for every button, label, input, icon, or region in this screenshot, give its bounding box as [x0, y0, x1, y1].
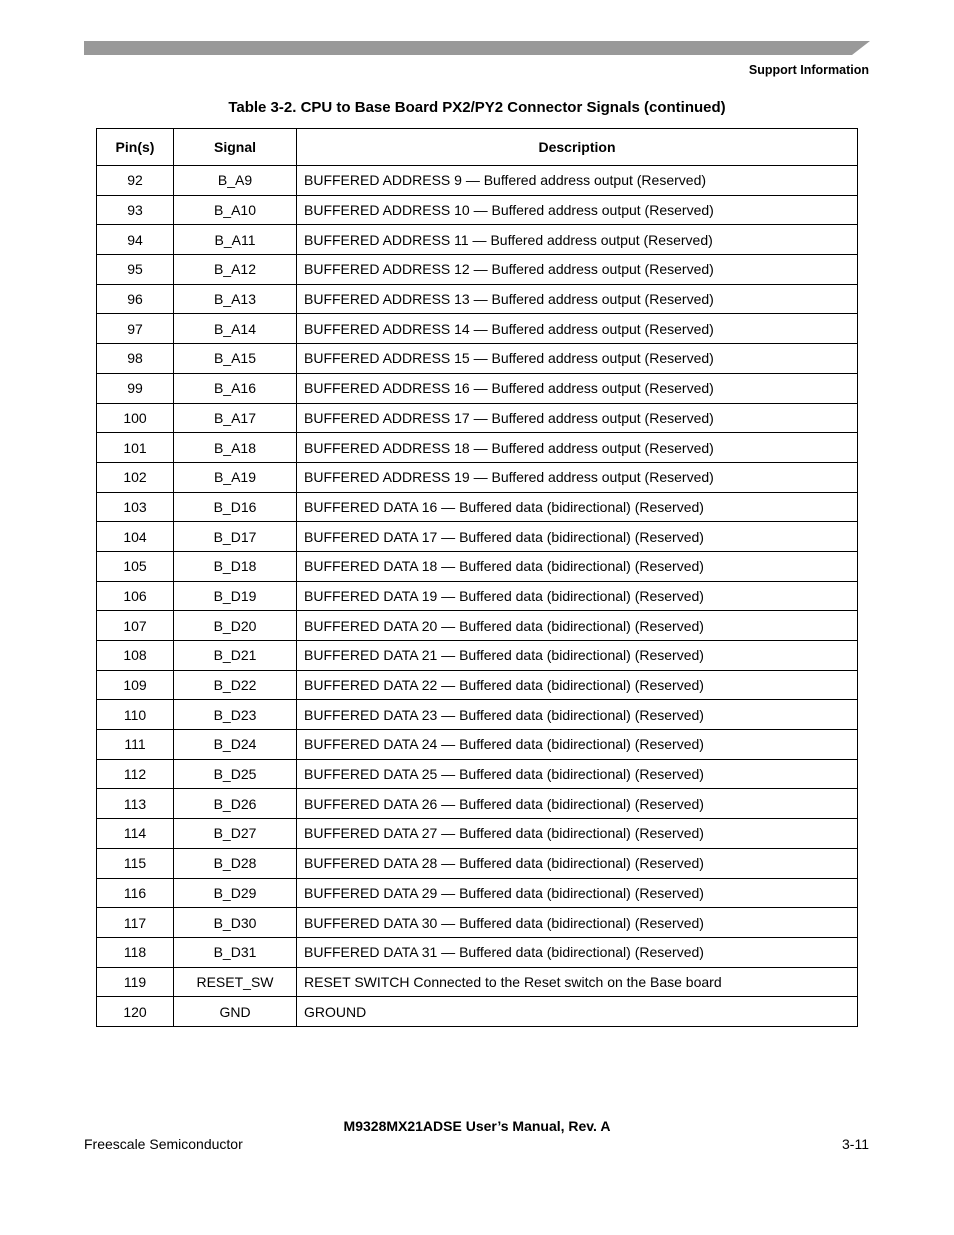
table-row: [97, 937, 858, 967]
table-row: [97, 611, 858, 641]
cell-description: BUFFERED ADDRESS 18 — Buffered address output (Reserved): [297, 433, 858, 463]
table-row: [97, 195, 858, 225]
cell-pin: 107: [97, 611, 174, 641]
signals-table: [96, 128, 858, 1027]
cell-signal: B_A17: [174, 403, 297, 433]
table-row: [97, 759, 858, 789]
cell-description: BUFFERED ADDRESS 17 — Buffered address output (Reserved): [297, 403, 858, 433]
cell-signal: B_A9: [174, 166, 297, 196]
cell-description: BUFFERED DATA 17 — Buffered data (bidirectional) (Reserved): [297, 522, 858, 552]
cell-signal: B_A19: [174, 462, 297, 492]
cell-pin: 93: [97, 195, 174, 225]
cell-signal: B_A13: [174, 284, 297, 314]
cell-signal: B_A16: [174, 373, 297, 403]
cell-pin: 105: [97, 551, 174, 581]
cell-description: BUFFERED DATA 26 — Buffered data (bidirectional) (Reserved): [297, 789, 858, 819]
cell-pin: 117: [97, 908, 174, 938]
cell-pin: 101: [97, 433, 174, 463]
cell-description: BUFFERED DATA 19 — Buffered data (bidirectional) (Reserved): [297, 581, 858, 611]
cell-pin: 113: [97, 789, 174, 819]
header-bar: [84, 41, 870, 55]
column-header-pin: Pin(s): [97, 129, 174, 166]
table-row: [97, 433, 858, 463]
cell-description: BUFFERED DATA 27 — Buffered data (bidirectional) (Reserved): [297, 819, 858, 849]
cell-signal: B_D29: [174, 878, 297, 908]
cell-pin: 115: [97, 848, 174, 878]
cell-signal: B_D16: [174, 492, 297, 522]
table-row: [97, 997, 858, 1027]
cell-pin: 104: [97, 522, 174, 552]
column-header-signal: Signal: [174, 129, 297, 166]
table-row: [97, 789, 858, 819]
table-row: [97, 314, 858, 344]
cell-pin: 108: [97, 641, 174, 671]
table-row: [97, 492, 858, 522]
cell-pin: 94: [97, 225, 174, 255]
cell-signal: B_A18: [174, 433, 297, 463]
cell-description: BUFFERED ADDRESS 12 — Buffered address output (Reserved): [297, 255, 858, 285]
cell-signal: B_D21: [174, 641, 297, 671]
cell-signal: B_A12: [174, 255, 297, 285]
table-row: [97, 908, 858, 938]
cell-signal: B_A14: [174, 314, 297, 344]
cell-description: BUFFERED ADDRESS 9 — Buffered address output (Reserved): [297, 166, 858, 196]
table-row: [97, 819, 858, 849]
table-body: [97, 166, 858, 1027]
cell-signal: B_D23: [174, 700, 297, 730]
cell-signal: B_D27: [174, 819, 297, 849]
cell-description: RESET SWITCH Connected to the Reset switch on the Base board: [297, 967, 858, 997]
page-number: 3-11: [842, 1136, 869, 1152]
footer-manual-title: M9328MX21ADSE User’s Manual, Rev. A: [343, 1118, 611, 1134]
cell-pin: 96: [97, 284, 174, 314]
cell-pin: 119: [97, 967, 174, 997]
cell-signal: B_A15: [174, 344, 297, 374]
cell-signal: B_D26: [174, 789, 297, 819]
table-row: [97, 848, 858, 878]
table-title: Table 3-2. CPU to Base Board PX2/PY2 Connector Signals (continued): [228, 99, 726, 116]
cell-description: BUFFERED DATA 28 — Buffered data (bidirectional) (Reserved): [297, 848, 858, 878]
table-row: [97, 403, 858, 433]
table-row: [97, 700, 858, 730]
footer-company: Freescale Semiconductor: [84, 1136, 243, 1152]
cell-pin: 112: [97, 759, 174, 789]
cell-description: BUFFERED ADDRESS 14 — Buffered address output (Reserved): [297, 314, 858, 344]
cell-description: BUFFERED DATA 25 — Buffered data (bidirectional) (Reserved): [297, 759, 858, 789]
cell-signal: B_D28: [174, 848, 297, 878]
cell-pin: 109: [97, 670, 174, 700]
section-label: Support Information: [748, 63, 869, 77]
cell-pin: 114: [97, 819, 174, 849]
table-row: [97, 967, 858, 997]
table-row: [97, 641, 858, 671]
cell-pin: 99: [97, 373, 174, 403]
cell-description: BUFFERED DATA 29 — Buffered data (bidirectional) (Reserved): [297, 878, 858, 908]
cell-signal: B_D24: [174, 730, 297, 760]
cell-pin: 106: [97, 581, 174, 611]
cell-description: BUFFERED DATA 22 — Buffered data (bidirectional) (Reserved): [297, 670, 858, 700]
table-row: [97, 462, 858, 492]
cell-pin: 111: [97, 730, 174, 760]
table-row: [97, 581, 858, 611]
table-row: [97, 255, 858, 285]
cell-pin: 92: [97, 166, 174, 196]
table-row: [97, 166, 858, 196]
cell-description: BUFFERED ADDRESS 13 — Buffered address output (Reserved): [297, 284, 858, 314]
cell-signal: B_D25: [174, 759, 297, 789]
column-header-description: Description: [297, 129, 858, 166]
table-row: [97, 730, 858, 760]
cell-description: BUFFERED DATA 18 — Buffered data (bidirectional) (Reserved): [297, 551, 858, 581]
cell-signal: GND: [174, 997, 297, 1027]
cell-signal: B_D19: [174, 581, 297, 611]
cell-description: BUFFERED ADDRESS 16 — Buffered address output (Reserved): [297, 373, 858, 403]
cell-signal: B_D22: [174, 670, 297, 700]
cell-pin: 102: [97, 462, 174, 492]
cell-pin: 103: [97, 492, 174, 522]
cell-pin: 110: [97, 700, 174, 730]
cell-signal: B_D30: [174, 908, 297, 938]
cell-description: BUFFERED DATA 23 — Buffered data (bidirectional) (Reserved): [297, 700, 858, 730]
cell-pin: 98: [97, 344, 174, 374]
cell-description: BUFFERED ADDRESS 10 — Buffered address output (Reserved): [297, 195, 858, 225]
cell-description: BUFFERED ADDRESS 15 — Buffered address output (Reserved): [297, 344, 858, 374]
table-row: [97, 670, 858, 700]
cell-description: BUFFERED ADDRESS 19 — Buffered address output (Reserved): [297, 462, 858, 492]
cell-description: BUFFERED DATA 20 — Buffered data (bidirectional) (Reserved): [297, 611, 858, 641]
cell-signal: B_A11: [174, 225, 297, 255]
cell-description: BUFFERED DATA 16 — Buffered data (bidirectional) (Reserved): [297, 492, 858, 522]
cell-pin: 95: [97, 255, 174, 285]
table-row: [97, 284, 858, 314]
cell-description: BUFFERED ADDRESS 11 — Buffered address output (Reserved): [297, 225, 858, 255]
cell-signal: B_A10: [174, 195, 297, 225]
cell-signal: B_D20: [174, 611, 297, 641]
cell-pin: 97: [97, 314, 174, 344]
header-bar-graphic: [84, 41, 870, 55]
table-row: [97, 522, 858, 552]
table-row: [97, 373, 858, 403]
table-row: [97, 551, 858, 581]
table-row: [97, 225, 858, 255]
cell-pin: 116: [97, 878, 174, 908]
cell-pin: 120: [97, 997, 174, 1027]
cell-pin: 118: [97, 937, 174, 967]
cell-signal: RESET_SW: [174, 967, 297, 997]
cell-description: BUFFERED DATA 31 — Buffered data (bidirectional) (Reserved): [297, 937, 858, 967]
cell-description: GROUND: [297, 997, 858, 1027]
cell-signal: B_D31: [174, 937, 297, 967]
cell-description: BUFFERED DATA 24 — Buffered data (bidirectional) (Reserved): [297, 730, 858, 760]
cell-signal: B_D18: [174, 551, 297, 581]
cell-description: BUFFERED DATA 30 — Buffered data (bidirectional) (Reserved): [297, 908, 858, 938]
table-row: [97, 878, 858, 908]
cell-pin: 100: [97, 403, 174, 433]
cell-description: BUFFERED DATA 21 — Buffered data (bidirectional) (Reserved): [297, 641, 858, 671]
table-header-row: [97, 129, 858, 166]
cell-signal: B_D17: [174, 522, 297, 552]
table-row: [97, 344, 858, 374]
